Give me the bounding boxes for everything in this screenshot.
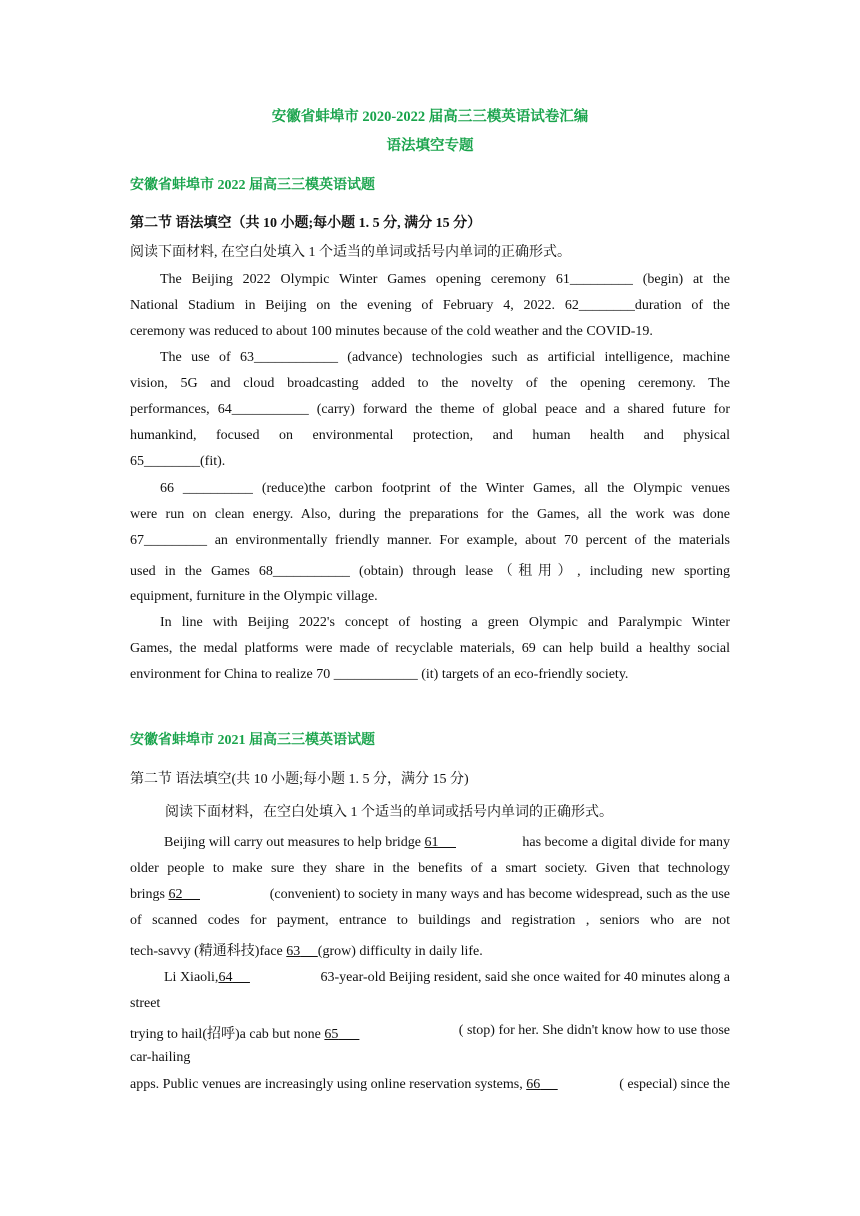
text-line: humankind, focused on environmental protection, and human health and physical: [130, 428, 730, 443]
text-line: In line with Beijing 2022's concept of hosting a green Olympic and Paralympic Winter: [160, 615, 730, 630]
document-title: 安徽省蚌埠市 2020-2022 届高三三模英语试卷汇编: [271, 109, 589, 125]
text-fragment: Beijing will carry out measures to help bridge: [164, 835, 425, 850]
blank-66: 66: [526, 1077, 541, 1092]
section-2021-instruction: 阅读下面材料，在空白处填入 1 个适当的单词或括号内单词的正确形式。: [165, 805, 613, 820]
section-2022-part-title: 第二节 语法填空（共 10 小题;每小题 1. 5 分, 满分 15 分）: [130, 216, 482, 231]
text-fragment: apps. Public venues are increasingly using online reservation systems,: [130, 1077, 527, 1092]
text-line: The Beijing 2022 Olympic Winter Games opening ceremony 61_________ (begin) at the: [160, 272, 730, 287]
text-fragment: (grow) difficulty in daily life.: [317, 944, 483, 959]
section-2021-part-title: 第二节 语法填空(共 10 小题;每小题 1. 5 分，满分 15 分): [130, 772, 469, 787]
text-line: National Stadium in Beijing on the evening of February 4, 2022. 62________duration of the: [130, 298, 730, 313]
section-2022-heading: 安徽省蚌埠市 2022 届高三三模英语试题: [130, 178, 375, 193]
text-line: were run on clean energy. Also, during the preparations for the Games, all the work was done: [130, 507, 730, 522]
text-fragment: ( stop) for her. She didn't know how to use those: [458, 1023, 730, 1038]
blank-61: 61: [424, 835, 439, 850]
text-fragment: Li Xiaoli,: [164, 970, 219, 985]
text-line: [130, 940, 730, 960]
text-fragment: (convenient) to society in many ways and has become widespread, such as the use: [269, 887, 730, 902]
text-fragment: trying to hail(招呼)a cab but none: [130, 1027, 325, 1042]
text-line: performances, 64___________ (carry) forward the theme of global peace and a shared future for: [130, 402, 730, 417]
text-fragment: brings: [130, 887, 169, 902]
document-subtitle: 语法填空专题: [386, 138, 474, 154]
text-line: 66 __________ (reduce)the carbon footprint of the Winter Games, all the Olympic venues: [160, 481, 730, 496]
text-line: car-hailing: [130, 1050, 191, 1065]
text-line: 67_________ an environmentally friendly manner. For example, about 70 percent of the materials: [130, 533, 730, 548]
text-line: environment for China to realize 70 ____________ (it) targets of an eco-friendly society.: [130, 667, 629, 682]
text-fragment: has become a digital divide for many: [522, 835, 730, 850]
text-line: vision, 5G and cloud broadcasting added to the novelty of the opening ceremony. The: [130, 376, 730, 391]
text-line: [130, 1077, 730, 1093]
text-line: [130, 970, 730, 986]
blank-63: 63: [286, 944, 301, 959]
text-line: used in the Games 68___________ (obtain) through lease（租用）, including new sporting: [130, 564, 730, 579]
text-line: older people to make sure they share in the benefits of a smart society. Given that technology: [130, 861, 730, 876]
text-line: [130, 1023, 730, 1043]
blank-65: 65: [324, 1027, 339, 1042]
text-line: 65________(fit).: [130, 454, 226, 469]
text-line: ceremony was reduced to about 100 minutes because of the cold weather and the COVID-19.: [130, 324, 653, 339]
section-2021-heading: 安徽省蚌埠市 2021 届高三三模英语试题: [130, 733, 375, 748]
text-line: [130, 835, 730, 851]
section-2022-instruction: 阅读下面材料, 在空白处填入 1 个适当的单词或括号内单词的正确形式。: [130, 245, 571, 260]
text-line: of scanned codes for payment, entrance to buildings and registration , seniors who are not: [130, 913, 730, 928]
blank-64: 64: [218, 970, 233, 985]
text-line: street: [130, 996, 161, 1011]
text-line: The use of 63____________ (advance) technologies such as artificial intelligence, machine: [160, 350, 730, 365]
text-line: Games, the medal platforms were made of recyclable materials, 69 can help build a healthy social: [130, 641, 730, 656]
text-line: [130, 887, 730, 903]
blank-62: 62: [168, 887, 183, 902]
text-fragment: ( especial) since the: [619, 1077, 730, 1092]
text-fragment: 63-year-old Beijing resident, said she once waited for 40 minutes along a: [320, 970, 730, 985]
text-fragment: tech-savvy (精通科技)face: [130, 944, 287, 959]
text-line: equipment, furniture in the Olympic village.: [130, 589, 378, 604]
